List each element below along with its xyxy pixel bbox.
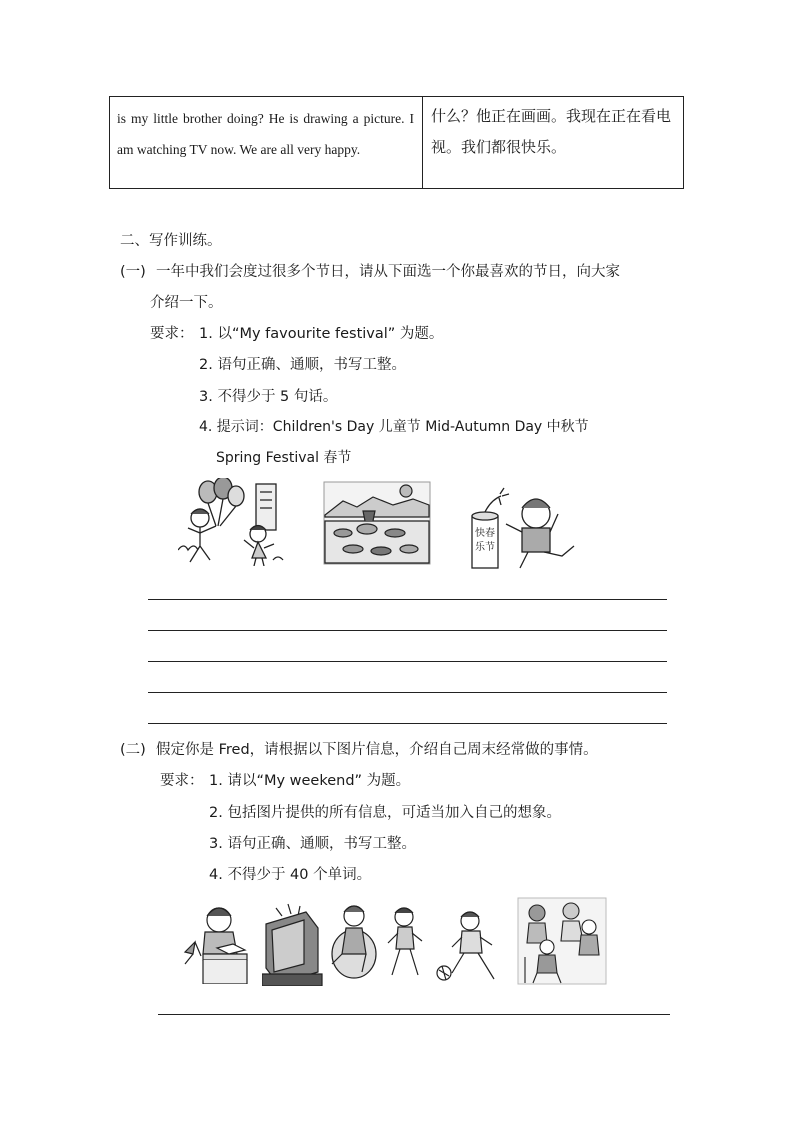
part1-label: (一)	[120, 264, 146, 280]
table-chinese-cell: 什么？他正在画画。我现在正在看电视。我们都很快乐。	[431, 107, 672, 156]
part1-requirements-label: 要求：	[150, 326, 194, 342]
part1-requirement-4-continued: Spring Festival 春节	[216, 450, 352, 466]
reading-picture	[183, 898, 249, 984]
part1-requirement-3: 3. 不得少于 5 句话。	[199, 389, 338, 405]
part2-prompt: 假定你是 Fred，请根据以下图片信息，介绍自己周末经常做的事情。	[156, 742, 598, 758]
writing-line[interactable]	[148, 630, 667, 631]
firecracker-text-2: 乐节	[475, 542, 495, 553]
part1-prompt-line2: 介绍一下。	[150, 295, 223, 311]
part2-requirement-2: 2. 包括图片提供的所有信息，可适当加入自己的想象。	[209, 805, 561, 821]
writing-line[interactable]	[148, 723, 667, 724]
part2-requirement-3: 3. 语句正确、通顺，书写工整。	[209, 836, 416, 852]
section-title: 二、写作训练。	[120, 233, 222, 249]
part2-requirements-label: 要求：	[160, 773, 204, 789]
writing-line[interactable]	[148, 599, 667, 600]
family-picture	[517, 897, 607, 985]
part1-requirement-2: 2. 语句正确、通顺，书写工整。	[199, 357, 406, 373]
part1-requirement-1: 1. 以“My favourite festival” 为题。	[199, 326, 444, 342]
writing-line[interactable]	[148, 692, 667, 693]
firecracker-text-1: 快春	[475, 528, 495, 539]
spring-festival-picture	[466, 486, 578, 572]
part2-requirement-4: 4. 不得少于 40 个单词。	[209, 867, 372, 883]
writing-line[interactable]	[148, 661, 667, 662]
playing-football-picture	[384, 903, 510, 985]
table-english-cell: is my little brother doing? He is drawing a picture. I am watching TV now. We are all very happy.	[110, 97, 423, 188]
watching-tv-picture	[262, 898, 380, 986]
part2-label: (二)	[120, 742, 146, 758]
mid-autumn-picture	[323, 481, 431, 565]
part1-requirement-4: 4. 提示词：Children's Day 儿童节 Mid-Autumn Day 中秋节	[199, 419, 589, 435]
translation-table	[109, 96, 684, 189]
part1-prompt-line1: 一年中我们会度过很多个节日，请从下面选一个你最喜欢的节日，向大家	[156, 264, 620, 280]
part2-requirement-1: 1. 请以“My weekend” 为题。	[209, 773, 411, 789]
writing-line[interactable]	[158, 1014, 670, 1015]
childrens-day-picture	[178, 478, 293, 566]
